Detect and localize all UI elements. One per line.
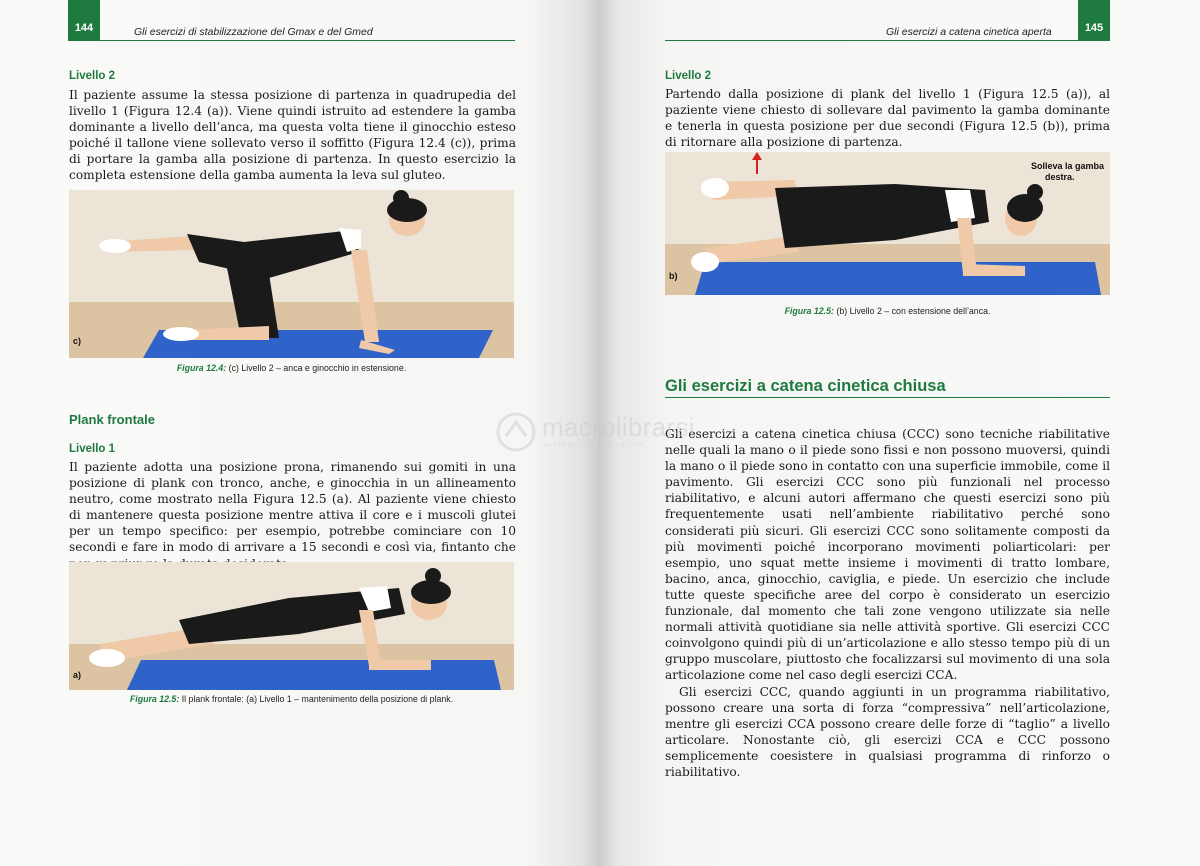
figure-12-4-photo <box>69 190 514 358</box>
running-head: Gli esercizi di stabilizzazione del Gmax e del Gmed <box>134 26 373 38</box>
figure-tag: c) <box>73 336 82 346</box>
figure-caption: Figura 12.5: Il plank frontale: (a) Livello 1 – mantenimento della posizione di plank. <box>129 694 454 704</box>
body-text: Gli esercizi a catena cinetica chiusa (CCC) sono tecniche riabilitative nelle quali la mano o il piede sono fissi e non possono muoversi, quindi la mano o il piede sono in contatto con una superficie immobile, come il pavimento. Gli esercizi CCC sono più funzionali nel processo riabilitativo, e alcuni autori affermano che questi esercizi sono più frequentemente usati nell’ambiente riabilitativo perché sono considerati più sicuri. Gli esercizi CCC sono solitamente composti da più movimenti poiché incorporano movimenti poliarticolari: per esempio, uno squat mette insieme i movimenti di tratto lombare, bacino, anca, ginocchio, caviglia, e piede. Un esercizio che include tutte queste specifiche aree del corpo è considerato un esercizio funzionale, dal momento che tali zone vengono utilizzate sia nelle normali attività quotidiane sia nelle attività sportive. Gli esercizi CCC coinvolgono quindi più di un’articolazione e allo stesso tempo più di un gruppo muscolare, piuttosto che focalizzarsi sul movimento di una sola articolazione come nel caso degli esercizi CCA. Gli esercizi CCC, quando aggiunti in un programma riabilitativo, possono creare una sorta di forza “compressiva” nell’articolazione, mentre gli esercizi CCA possono creare delle forze di “taglio” a livello articolare. Nonostante ciò, gli esercizi CCA e CCC possono semplicemente coesistere in qualsiasi programma di rinforzo o riabilitativo. <box>665 427 1110 779</box>
body-text: Il paziente adotta una posizione prona, rimanendo sui gomiti in una posizione di plank con tronco, anche, e ginocchia in un allineamento neutro, come mostrato nella Figura 12.5 (a). Al paziente viene chiesto di mantenere questa posizione mentre attiva il core e i muscoli glutei per un tempo specifico: per esempio, potrebbe cominciare con 10 secondi e fare in modo di arrivare a 15 secondi e così via, fintanto che <box>69 460 516 555</box>
figure-caption: Figura 12.5: (b) Livello 2 – con estensione dell’anca. <box>784 306 991 316</box>
figure-tag: a) <box>73 670 82 680</box>
level-heading: Livello 1 <box>69 443 116 455</box>
watermark-logo-icon <box>494 410 538 454</box>
running-head: Gli esercizi a catena cinetica aperta <box>886 26 1052 38</box>
figure-caption: Figura 12.4: (c) Livello 2 – anca e ginocchio in estensione. <box>176 363 407 373</box>
page-number: 145 <box>1078 0 1110 40</box>
section-heading: Plank frontale <box>69 412 155 427</box>
figure-annotation: Solleva la gamba destra. <box>1031 161 1105 182</box>
figure-12-5b-photo <box>665 152 1110 295</box>
figure-tag: b) <box>669 271 678 281</box>
watermark <box>494 410 714 454</box>
header-rule <box>68 40 515 41</box>
section-rule <box>665 397 1110 398</box>
level-heading: Livello 2 <box>665 70 712 82</box>
watermark-text: macrolibrarsi <box>542 412 695 442</box>
body-text: Partendo dalla posizione di plank del livello 1 (Figura 12.5 (a)), al paziente viene chiesto di sollevare dal pavimento la gamba dominante e tenerla in questa posizione per due secondi (Figura 12.5 (b)), prima di ritornare alla posizione di partenza. <box>665 87 1110 150</box>
level-heading: Livello 2 <box>69 70 116 82</box>
body-text: Il paziente assume la stessa posizione di partenza in quadrupedia del livello 1 (Figura 12.4 (a)). Viene quindi istruito ad estendere la gamba dominante a livello dell’anca, ma questa volta tiene il ginocchio esteso poiché il tallone viene sollevato verso il soffitto (Figura 12.4 (c)), prima di portare la gamba alla posizione di partenza. In questo esercizio la completa estensione della gamba aumenta la leva sul gluteo. <box>69 88 516 183</box>
watermark-subtext: ALTERNATIVE PER LA VITA <box>544 443 645 449</box>
header-rule <box>665 40 1110 41</box>
page-number: 144 <box>68 0 100 40</box>
figure-12-5a-photo <box>69 562 514 690</box>
section-heading: Gli esercizi a catena cinetica chiusa <box>665 377 946 395</box>
